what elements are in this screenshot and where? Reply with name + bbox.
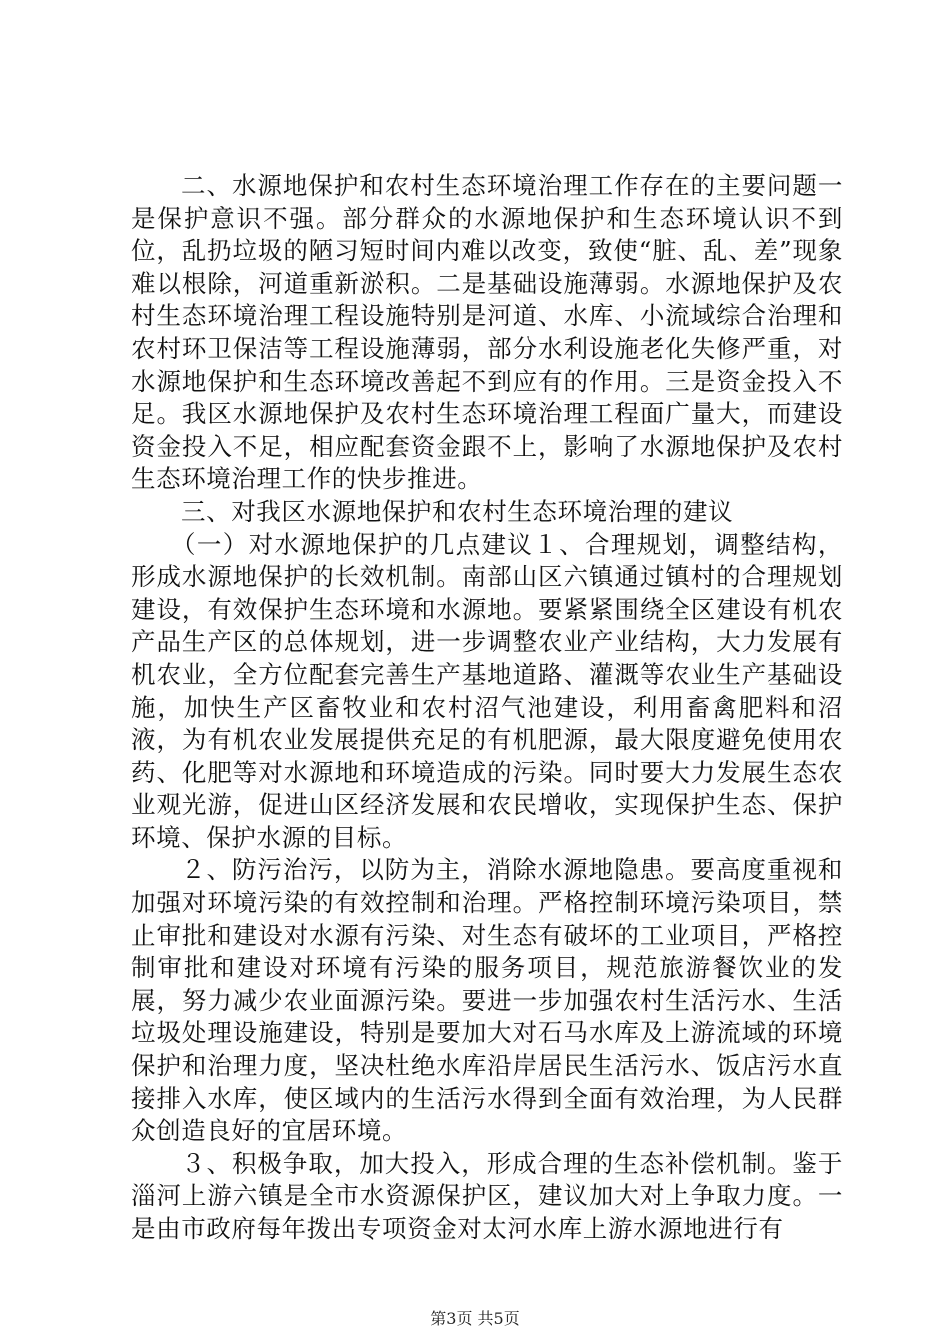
page-footer: 第3页 共5页 [430,1309,520,1328]
document-body [131,170,843,1246]
paragraph-main-problems: 二、水源地保护和农村生态环境治理工作存在的主要问题一是保护意识不强。部分群众的水源地保护和生态环境认识不到位，乱扔垃圾的陋习短时间内难以改变，致使“脏、乱、差”现象难以根除，河道重新淤积。二是基础设施薄弱。水源地保护及农村生态环境治理工程设施特别是河道、水库、小流域综合治理和农村环卫保洁等工程设施薄弱，部分水利设施老化失修严重，对水源地保护和生态环境改善起不到应有的作用。三是资金投入不足。我区水源地保护及农村生态环境治理工程面广量大，而建设资金投入不足，相应配套资金跟不上，影响了水源地保护及农村生态环境治理工作的快步推进。 [131,171,843,494]
section-heading-suggestions: 三、对我区水源地保护和农村生态环境治理的建议 [181,496,734,526]
paragraph-compensation-mechanism: ３、积极争取，加大投入，形成合理的生态补偿机制。鉴于淄河上游六镇是全市水资源保护区，建议加大对上争取力度。一是由市政府每年拨出专项资金对太河水库上游水源地进行有 [131,1148,843,1243]
paragraph-water-source-suggestions: （一）对水源地保护的几点建议１、合理规划，调整结构，形成水源地保护的长效机制。南部山区六镇通过镇村的合理规划建设，有效保护生态环境和水源地。要紧紧围绕全区建设有机农产品生产区的总体规划，进一步调整农业产业结构，大力发展有机农业，全方位配套完善生产基地道路、灌溉等农业生产基础设施，加快生产区畜牧业和农村沼气池建设，利用畜禽肥料和沼液，为有机农业发展提供充足的有机肥源，最大限度避免使用农药、化肥等对水源地和环境造成的污染。同时要大力发展生态农业观光游，促进山区经济发展和农民增收，实现保护生态、保护环境、保护水源的目标。 [131,529,843,852]
paragraph-pollution-control: ２、防污治污，以防为主，消除水源地隐患。要高度重视和加强对环境污染的有效控制和治理。严格控制环境污染项目，禁止审批和建设对水源有污染、对生态有破坏的工业项目，严格控制审批和建设对环境有污染的服务项目，规范旅游餐饮业的发展，努力减少农业面源污染。要进一步加强农村生活污水、生活垃圾处理设施建设，特别是要加大对石马水库及上游流域的环境保护和治理力度，坚决杜绝水库沿岸居民生活污水、饭店污水直接排入水库，使区域内的生活污水得到全面有效治理，为人民群众创造良好的宜居环境。 [131,855,843,1146]
